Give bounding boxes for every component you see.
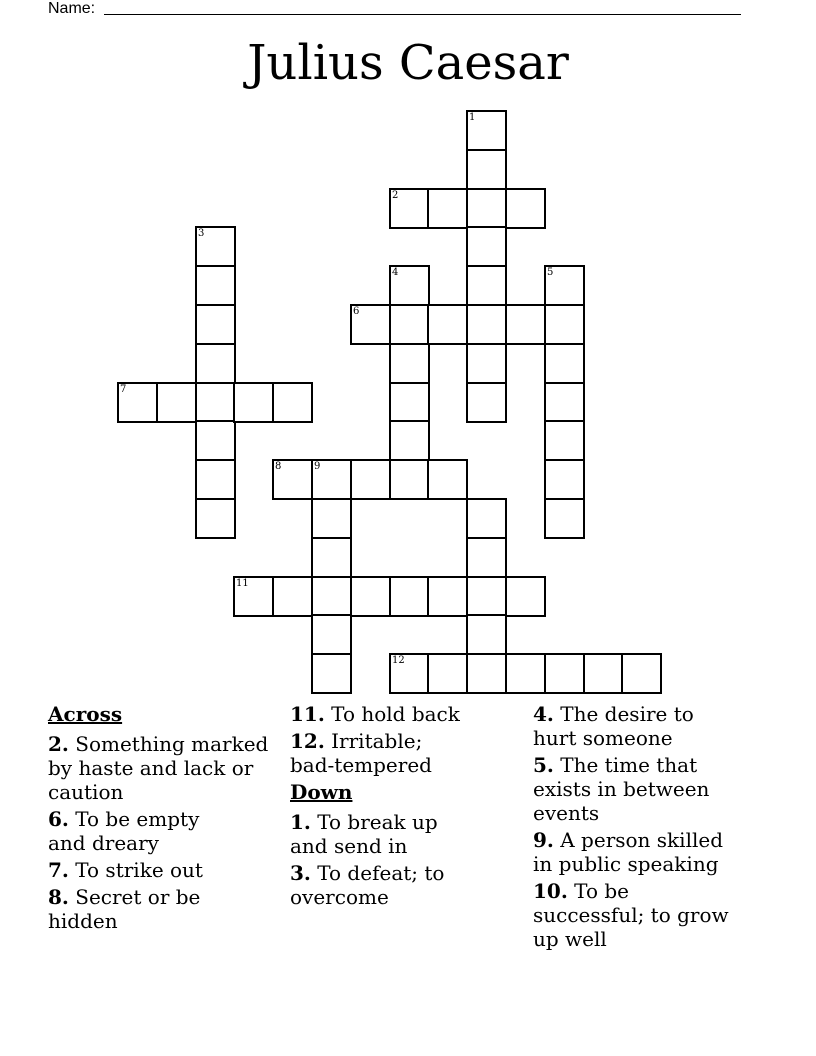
down-heading: Down [290,780,353,804]
grid-cell[interactable] [311,614,352,655]
grid-cell[interactable] [311,459,352,500]
clue-number: 3 [198,228,205,239]
clue-across-11: 11. To hold back [290,702,460,726]
clue-down-4: 4. The desire to hurt someone [533,702,694,750]
clue-across-7: 7. To strike out [48,858,203,882]
grid-cell[interactable] [466,188,507,229]
grid-cell[interactable] [272,459,313,500]
grid-cell[interactable] [466,498,507,539]
clue-number: 7 [120,384,127,395]
clue-column-2 [290,702,526,912]
grid-cell[interactable] [389,576,430,617]
clue-number: 6 [353,306,360,317]
grid-cell[interactable] [389,459,430,500]
grid-cell[interactable] [544,265,585,306]
grid-cell[interactable] [466,110,507,151]
grid-cell[interactable] [195,382,236,423]
grid-cell[interactable] [544,498,585,539]
grid-cell[interactable] [466,304,507,345]
grid-cell[interactable] [350,459,391,500]
grid-cell[interactable] [156,382,197,423]
grid-cell[interactable] [117,382,158,423]
clue-number: 2 [392,190,399,201]
grid-cell[interactable] [427,188,468,229]
grid-cell[interactable] [583,653,624,694]
grid-cell[interactable] [311,498,352,539]
grid-cell[interactable] [505,653,546,694]
grid-cell[interactable] [427,653,468,694]
grid-cell[interactable] [350,576,391,617]
grid-cell[interactable] [311,537,352,578]
clue-number: 12 [392,655,405,666]
grid-cell[interactable] [195,459,236,500]
grid-cell[interactable] [311,653,352,694]
grid-cell[interactable] [466,382,507,423]
grid-cell[interactable] [505,188,546,229]
grid-cell[interactable] [427,576,468,617]
grid-cell[interactable] [389,653,430,694]
grid-cell[interactable] [466,226,507,267]
name-label: Name: [48,0,96,17]
grid-cell[interactable] [427,304,468,345]
grid-cell[interactable] [466,576,507,617]
grid-cell[interactable] [389,382,430,423]
clue-number: 11 [236,578,249,589]
clue-column-1 [48,702,284,936]
clue-number: 4 [392,267,399,278]
clue-across-2: 2. Something marked by haste and lack or caution [48,732,269,804]
grid-cell[interactable] [272,382,313,423]
grid-cell[interactable] [195,343,236,384]
grid-cell[interactable] [466,653,507,694]
grid-cell[interactable] [544,382,585,423]
grid-cell[interactable] [466,149,507,190]
grid-cell[interactable] [466,265,507,306]
grid-cell[interactable] [389,420,430,461]
grid-cell[interactable] [350,304,391,345]
clue-number: 1 [469,112,476,123]
grid-cell[interactable] [311,576,352,617]
clue-number: 9 [314,461,321,472]
across-heading: Across [48,702,123,726]
grid-cell[interactable] [389,304,430,345]
grid-cell[interactable] [427,459,468,500]
page-title: Julius Caesar [247,35,569,91]
grid-cell[interactable] [466,614,507,655]
grid-cell[interactable] [544,343,585,384]
grid-cell[interactable] [389,265,430,306]
grid-cell[interactable] [233,382,274,423]
grid-cell[interactable] [544,420,585,461]
grid-cell[interactable] [195,420,236,461]
grid-cell[interactable] [505,304,546,345]
grid-cell[interactable] [544,459,585,500]
grid-cell[interactable] [466,343,507,384]
clue-across-6: 6. To be empty and dreary [48,807,200,855]
grid-cell[interactable] [505,576,546,617]
grid-cell[interactable] [389,188,430,229]
grid-cell[interactable] [195,304,236,345]
grid-cell[interactable] [544,304,585,345]
grid-cell[interactable] [233,576,274,617]
clue-across-12: 12. Irritable; bad-tempered [290,729,432,777]
clue-down-9: 9. A person skilled in public speaking [533,828,724,876]
clue-column-3 [533,702,769,954]
clue-down-3: 3. To defeat; to overcome [290,861,445,909]
clue-number: 5 [547,267,554,278]
grid-cell[interactable] [195,265,236,306]
grid-cell[interactable] [272,576,313,617]
grid-cell[interactable] [466,537,507,578]
clue-down-1: 1. To break up and send in [290,810,438,858]
grid-cell[interactable] [195,226,236,267]
clue-down-10: 10. To be successful; to grow up well [533,879,729,951]
grid-cell[interactable] [195,498,236,539]
clue-across-8: 8. Secret or be hidden [48,885,201,933]
grid-cell[interactable] [544,653,585,694]
clue-number: 8 [275,461,282,472]
grid-cell[interactable] [621,653,662,694]
clue-down-5: 5. The time that exists in between events [533,753,710,825]
grid-cell[interactable] [389,343,430,384]
